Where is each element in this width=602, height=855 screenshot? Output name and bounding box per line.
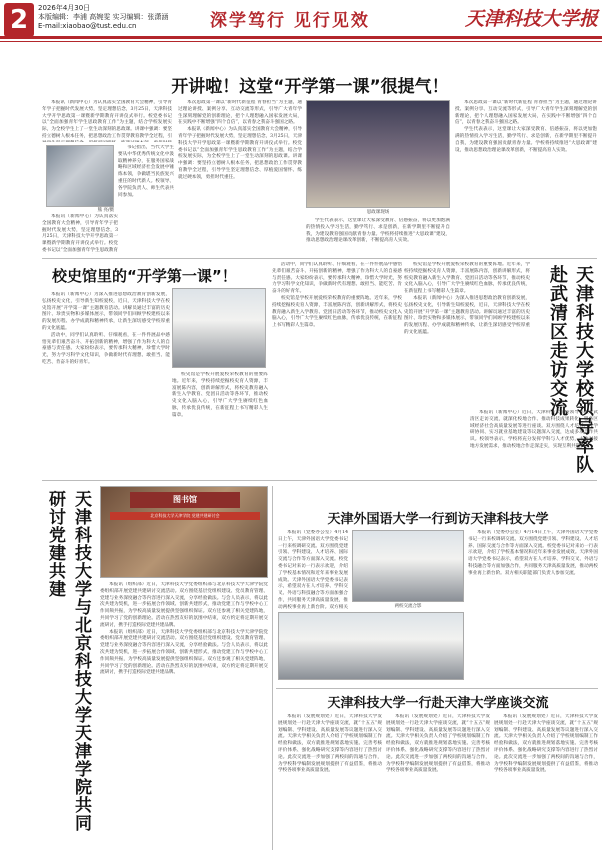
article6-body-c: 本报讯（发展规划处）近日，天津科技大学发展规划处一行赴天津大学座谈交流，就“十五五”规划编制、学科建设、高质量发展等议题进行深入交流。天津大学相关负责人介绍了学校规划编制工作经验和做法，双方就推进规划落地实施、完善考核评价体系、强化战略研究支撑等内容进行了热烈讨论。此次交流进一步加强了两校间的沟通与合作，为学校科学编制发展规划提供了有益借鉴，将推动学校各项事业高质量发展。: [494, 714, 598, 774]
article3-title: 天津科技大学校领导率队赴武清区走访交流: [547, 265, 594, 474]
masthead-meta: [38, 4, 188, 31]
header-rule-thin: [0, 41, 602, 42]
article1-body-e: 本次思政第一课以“新时代新征程 青春担当”为主题，通过理论讲授、案例分享、互动交流等形式，引导广大青年学生深刻理解党的创新理论，把个人理想融入国家发展大局，在实践中不断增强“四个自信”，以青春之我奋斗强国之路。 学生代表表示，这堂课让大家深受教育、倍感振奋，将以更加饱满的热情投入学习生活，勤学笃行、求是创新，在新学期里不断提升自我，为建设教育强国贡献青春力量。学校将持续推进“大思政课”建设，推动思想政治理论课改革创新，不断提高育人实效。: [455, 100, 597, 153]
article2-body-c: 校史馆是学校开展爱校荣校教育的重要阵地。近年来，学校持续挖掘校史育人资源，丰富展陈内容，创新讲解形式，将校史教育融入新生入学教育、党团日活动等各环节，推动校史文化入脑入心，引导广大学生赓续红色血脉，传承优良传统，在新征程上书写精彩人生篇章。 本报讯（新闻中心）为深入推进思想政治教育创新发展，弘扬校史文化，引导新生知校爱校，近日，天津科技大学在校史馆开展“开学第一课”主题教育活动。讲解员通过丰富的历史图片、珍贵实物和多媒体展示，带领同学们回顾学校建校以来的发展历程、办学成就和精神传承，让新生深切感受学校厚重的文化底蕴。: [404, 262, 530, 335]
section-divider-2: [42, 480, 597, 481]
article1-photo-caption: 熊 亮/摄: [97, 208, 114, 213]
section-divider-1: [42, 258, 597, 259]
article4-title: 天津外国语大学一行到访天津科技大学: [327, 512, 549, 527]
section-divider-3: [276, 688, 598, 689]
article5-photo-banner-sub: 北京科技大学天津学院 党建共建研讨会: [110, 512, 260, 520]
article1-title: 开讲啦！这堂“开学第一课”很提气！: [171, 77, 449, 97]
article2-museum-photo: [172, 288, 266, 368]
article4-photo-caption: 两校交流合影: [394, 604, 422, 609]
article5-photo-banner: 图书馆: [130, 492, 240, 508]
article3-body: 本报讯（新闻中心）近日，天津科技大学校领导率队赴武清区走访交流，就深化校地合作、推动科技成果转化、服务区域经济社会高质量发展等进行座谈。双方围绕人才培养、产学研协同、实习就业基地建设等议题深入交流，达成多项合作共识。校领导表示，学校将充分发挥学科与人才优势，主动对接地方发展需求，推动校地合作走深走实，实现互利共赢。: [470, 410, 598, 449]
header-rule: [0, 36, 602, 39]
article4-body-b: 本报讯（党委办公室）4月14日上午，天津外国语大学党委书记一行来校调研交流。双方围绕党建引领、学科建设、人才培养、国际交流与合作等方面深入交流。校党委书记对来访一行表示欢迎，介绍了学校基本情况和近年来事业发展成效。天津外国语大学党委书记表示，希望双方在人才培养、学科交叉、外语与科技融合等方面加强合作，共同服务天津高质量发展，推动两校事业再上新台阶。双方相关职能部门负责人参加交流。: [468, 530, 598, 576]
page-slogan: 深学笃行 见行见效: [210, 11, 370, 31]
article1-body-d: 学生代表表示，这堂课让大家深受教育、倍感振奋，将以更加饱满的热情投入学习生活，勤学笃行、求是创新，在新学期里不断提升自我，为建设教育强国贡献青春力量。学校将持续推进“大思政课”建设，推动思想政治理论课改革创新，不断提高育人实效。: [306, 218, 450, 244]
article6-title: 天津科技大学一行赴天津大学座谈交流: [327, 696, 549, 711]
article5-title: 天津科技大学与北京科技大学天津学院共同研讨党建共建: [45, 490, 91, 832]
article6-body-b: 本报讯（发展规划处）近日，天津科技大学发展规划处一行赴天津大学座谈交流，就“十五五”规划编制、学科建设、高质量发展等议题进行深入交流。天津大学相关负责人介绍了学校规划编制工作经验和做法，双方就推进规划落地实施、完善考核评价体系、强化战略研究支撑等内容进行了热烈讨论。此次交流进一步加强了两校间的沟通与合作，为学校科学编制发展规划提供了有益借鉴，将推动学校各项事业高质量发展。: [386, 714, 490, 774]
article4-meeting-photo: [278, 612, 464, 680]
article1-body-a: 本报讯（新闻中心）为认真落实全国教育大会精神，引导青年学子把握时代发展大势，坚定理想信念，3月25日，天津科技大学开学思政第一课暨新学期教育开讲仪式举行。校党委书记以“全面加强青年学生思政教育工作”为主题，结合学校发展实际，为全校学生上了一堂生动深刻的思政课。讲课中强调：要坚持立德树人根本任务，把思想政治工作贯穿教育教学全过程，引: [42, 100, 172, 139]
issue-date: 2026年4月30日: [38, 4, 91, 12]
article4-body-a: 本报讯（党委办公室）4月14日上午，天津外国语大学党委书记一行来校调研交流。双方围绕党建引领、学科建设、人才培养、国际交流与合作等方面深入交流。校党委书记对来访一行表示欢迎，介绍了学校基本情况和近年来事业发展成效。天津外国语大学党委书记表示，希望双方在人才培养、学科交叉、外语与科技融合等方面加强合作，共同服务天津高质量发展，推动两校事业再上新台阶。双方相关: [278, 530, 348, 610]
article6-body-a: 本报讯（发展规划处）近日，天津科技大学发展规划处一行赴天津大学座谈交流，就“十五五”规划编制、学科建设、高质量发展等议题进行深入交流。天津大学相关负责人介绍了学校规划编制工作经验和做法，双方就推进规划落地实施、完善考核评价体系、强化战略研究支撑等内容进行了热烈讨论。此次交流进一步加强了两校间的沟通与合作，为学校科学编制发展规划提供了有益借鉴，将推动学校各项事业高质量发展。: [278, 714, 382, 774]
article1-body-a2: 本报讯（新闻中心）为认真落实全国教育大会精神，引导青年学子把握时代发展大势，坚定理想信念，3月25日，天津科技大学开学思政第一课暨新学期教育开讲仪式举行。校党委书记以“全面加强青年学生思政教育: [42, 214, 118, 253]
article1-body-b: 书记指出，当代大学生要从中华优秀传统文化中汲取精神养分，在服务国家战略和区域经济社会发展中锤炼本领，争做堪当民族复兴重任的时代新人。校领导、各学院负责人、师生代表共同参加。: [118, 145, 174, 198]
article2-body-a: 本报讯（新闻中心）为深入推进思想政治教育创新发展，弘扬校史文化，引导新生知校爱校，近日，天津科技大学在校史馆开展“开学第一课”主题教育活动。讲解员通过丰富的历史图片、珍贵实物和多媒体展示，带领同学们回顾学校建校以来的发展历程、办学成就和精神传承，让新生深切感受学校厚重的文化底蕴。 活动中，同学们认真聆听、仔细观看，在一件件展品中感悟先辈们艰苦奋斗、开拓创新的精神，增强了作为科大人的自豪感与责任感。大家纷纷表示，要传承科大精神，珍惜大学时光，努力学习科学文化知识，争做新时代有理想、敢担当、能吃苦、肯奋斗的好青年。: [42, 292, 170, 365]
article1-body-c: 本次思政第一课以“新时代新征程 青春担当”为主题，通过理论讲授、案例分享、互动交流等形式，引导广大青年学生深刻理解党的创新理论，把个人理想融入国家发展大局，在实践中不断增强“四个自信”，以青春之我奋斗强国之路。 本报讯（新闻中心）为认真落实全国教育大会精神，引导青年学子把握时代发展大势，坚定理想信念，3月25日，天津科技大学开学思政第一课暨新学期教育开讲仪式举行。校党委书记以“全面加强青年学生思政教育工作”为主题，结合学校发展实际，为全校学生上了一堂生动深刻的思政课。讲课中强调：要坚持立德树人根本任务，把思想政治工作贯穿教育教学全过程，引导学生坚定理想信念、厚植爱国情怀、练就过硬本领，勇担时代重任。: [178, 100, 302, 180]
column-divider: [272, 486, 273, 850]
article2-title: 校史馆里的“开学第一课”！: [52, 267, 237, 285]
article4-group-photo: [352, 530, 464, 602]
article1-classroom-photo: [306, 100, 450, 208]
article2-body-b: 活动中，同学们认真聆听、仔细观看，在一件件展品中感悟先辈们艰苦奋斗、开拓创新的精神，增强了作为科大人的自豪感与责任感。大家纷纷表示，要传承科大精神，珍惜大学时光，努力学习科学文化知识，争做新时代有理想、敢担当、能吃苦、肯奋斗的好青年。 校史馆是学校开展爱校荣校教育的重要阵地。近年来，学校持续挖掘校史育人资源，丰富展陈内容，创新讲解形式，将校史教育融入新生入学教育、党团日活动等各环节，推动校史文化入脑入心，引导广大学生赓续红色血脉，传承优良传统，在新征程上书写精彩人生篇章。: [272, 262, 402, 329]
email-line: E-mail:xiaobao@tust.edu.cn: [38, 22, 137, 30]
article5-body: 本报讯（组织部）近日，天津科技大学党委组织部与北京科技大学天津学院党委组织部开展党建共建研讨交流活动。双方围绕基层党组织建设、党员教育管理、党建与业务深度融合等内容进行深入交流，分享经验做法。与会人员表示，将以此次共建为契机，进一步拓展合作领域、创新共建形式，推动党建工作与学校中心工作同频共振，为学校高质量发展提供坚强组织保证。双方还参观了相关党建阵地，共同学习了党的创新理论。活动在热烈友好的氛围中结束，双方约定将定期开展交流研讨，携手打造校际党建共建品牌。 本报讯（组织部）近日，天津科技大学党委组织部与北京科技大学天津学院党委组织部开展党建共建研讨交流活动。双方围绕基层党组织建设、党员教育管理、党建与业务深度融合等内容进行深入交流，分享经验做法。与会人员表示，将以此次共建为契机，进一步拓展合作领域、创新共建形式，推动党建工作与学校中心工作同频共振，为学校高质量发展提供坚强组织保证。双方还参观了相关党建阵地，共同学习了党的创新理论。活动在热烈友好的氛围中结束，双方约定将定期开展交流研讨，携手打造校际党建共建品牌。: [100, 582, 268, 676]
article2-body-d: 校史馆是学校开展爱校荣校教育的重要阵地。近年来，学校持续挖掘校史育人资源，丰富展陈内容，创新讲解形式，将校史教育融入新生入学教育、党团日活动等各环节，推动校史文化入脑入心，引导广大学生赓续红色血脉，传承优良传统，在新征程上书写精彩人生篇章。: [172, 372, 268, 418]
article1-photo2-caption: 思政课现场: [366, 210, 390, 215]
article1-speaker-photo: [46, 145, 114, 207]
newspaper-brand: 天津科技大学报: [464, 8, 598, 30]
page-number: 2: [4, 3, 34, 37]
editor-line: 本版编辑：李浦 高婉雯 实习编辑：张潇涵: [38, 13, 169, 21]
